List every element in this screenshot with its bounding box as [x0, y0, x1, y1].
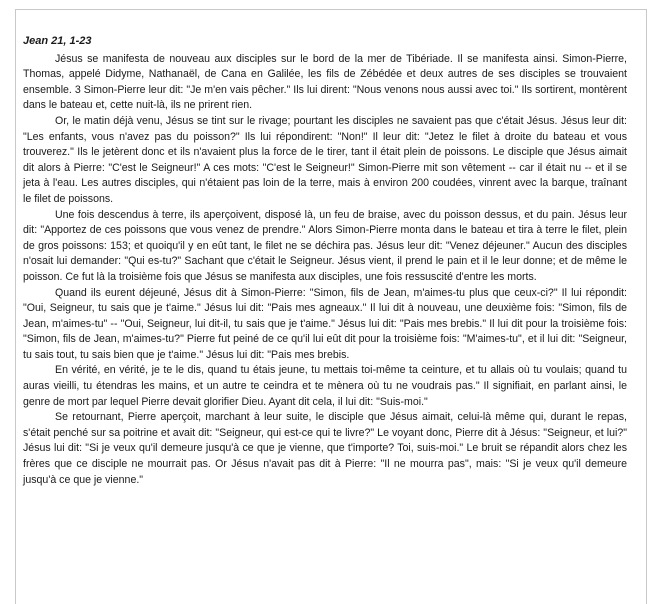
document-body[interactable]	[23, 34, 627, 488]
paragraph-1: Jésus se manifesta de nouveau aux disciples sur le bord de la mer de Tibériade. Il se manifesta ainsi. Simon-Pierre, Thomas, appelé Didyme, Nathanaël, de Cana en Galilée, les fils de Zébédée et deux autres de ses disciples se trouvaient ensemble. 3 Simon-Pierre leur dit: "Je m'en vais pêcher." Ils lui dirent: "Nous venons nous aussi avec toi." Ils sortirent, montèrent dans le bateau et, cette nuit-là, ils ne prirent rien.	[23, 52, 627, 112]
paragraph-6: Se retournant, Pierre aperçoit, marchant à leur suite, le disciple que Jésus aimait, celui-là même qui, durant le repas, s'était penché sur sa poitrine et avait dit: "Seigneur, qui est-ce qui te livre?" Le voyant donc, Pierre dit à Jésus: "Seigneur, et lui?" Jésus lui dit: "Si je veux qu'il demeure jusqu'à ce que je vienne, que t'importe? Toi, suis-moi." Le bruit se répandit alors chez les frères que ce disciple ne mourrait pas. Or Jésus n'avait pas dit à Pierre: "Il ne mourra pas", mais: "Si je veux qu'il demeure jusqu'à ce que je vienne."	[23, 411, 627, 486]
paragraph-5: En vérité, en vérité, je te le dis, quand tu étais jeune, tu mettais toi-même ta ceinture, et tu allais où tu voulais; quand tu auras vieilli, tu étendras les mains, et un autre te ceindra et te mènera où tu ne voudrais pas." Il signifiait, en parlant ainsi, le genre de mort par lequel Pierre devait glorifier Dieu. Ayant dit cela, il lui dit: "Suis-moi."	[23, 364, 627, 408]
paragraph-4: Quand ils eurent déjeuné, Jésus dit à Simon-Pierre: "Simon, fils de Jean, m'aimes-tu plus que ceux-ci?" Il lui répondit: "Oui, Seigneur, tu sais que je t'aime." Jésus lui dit: "Pais mes agneaux." Il lui dit à nouveau, une deuxième fois: "Simon, fils de Jean, m'aimes-tu" -- "Oui, Seigneur, lui dit-il, tu sais que je t'aime." Jésus lui dit: "Pais mes brebis." Il lui dit pour la troisième fois: "Simon, fils de Jean, m'aimes-tu?" Pierre fut peiné de ce qu'il lui eût dit pour la troisième fois: "M'aimes-tu", et il lui dit: "Seigneur, tu sais tout, tu sais bien que je t'aime." Jésus lui dit: "Pais mes brebis.	[23, 286, 627, 361]
passage-heading: Jean 21, 1-23	[23, 35, 92, 47]
paragraph-3: Une fois descendus à terre, ils aperçoivent, disposé là, un feu de braise, avec du poisson dessus, et du pain. Jésus leur dit: "Apportez de ces poissons que vous venez de prendre." Alors Simon-Pierre monta dans le bateau et tira à terre le filet, plein de gros poissons: 153; et quoiqu'il y en eût tant, le filet ne se déchira pas. Jésus leur dit: "Venez déjeuner." Aucun des disciples n'osait lui demander: "Qui es-tu?" Sachant que c'était le Seigneur. Jésus vient, il prend le pain et il le leur donne; et de même le poisson. Ce fut là la troisième fois que Jésus se manifesta aux disciples, une fois ressuscité d'entre les morts.	[23, 208, 627, 283]
document-page[interactable]	[15, 9, 647, 604]
paragraph-2: Or, le matin déjà venu, Jésus se tint sur le rivage; pourtant les disciples ne savaient pas que c'était Jésus. Jésus leur dit: "Les enfants, vous n'avez pas du poisson?" Ils lui répondirent: "Non!" Il leur dit: "Jetez le filet à droite du bateau et vous trouverez." Ils le jetèrent donc et ils n'avaient plus la force de le tirer, tant il était plein de poissons. Le disciple que Jésus aimait dit alors à Pierre: "C'est le Seigneur!" A ces mots: "C'est le Seigneur!" Simon-Pierre mit son vêtement -- car il était nu -- et il se jeta à l'eau. Les autres disciples, qui n'étaient pas loin de la terre, mais à environ 200 coudées, vinrent avec la barque, traînant le filet de poissons.	[23, 114, 627, 205]
